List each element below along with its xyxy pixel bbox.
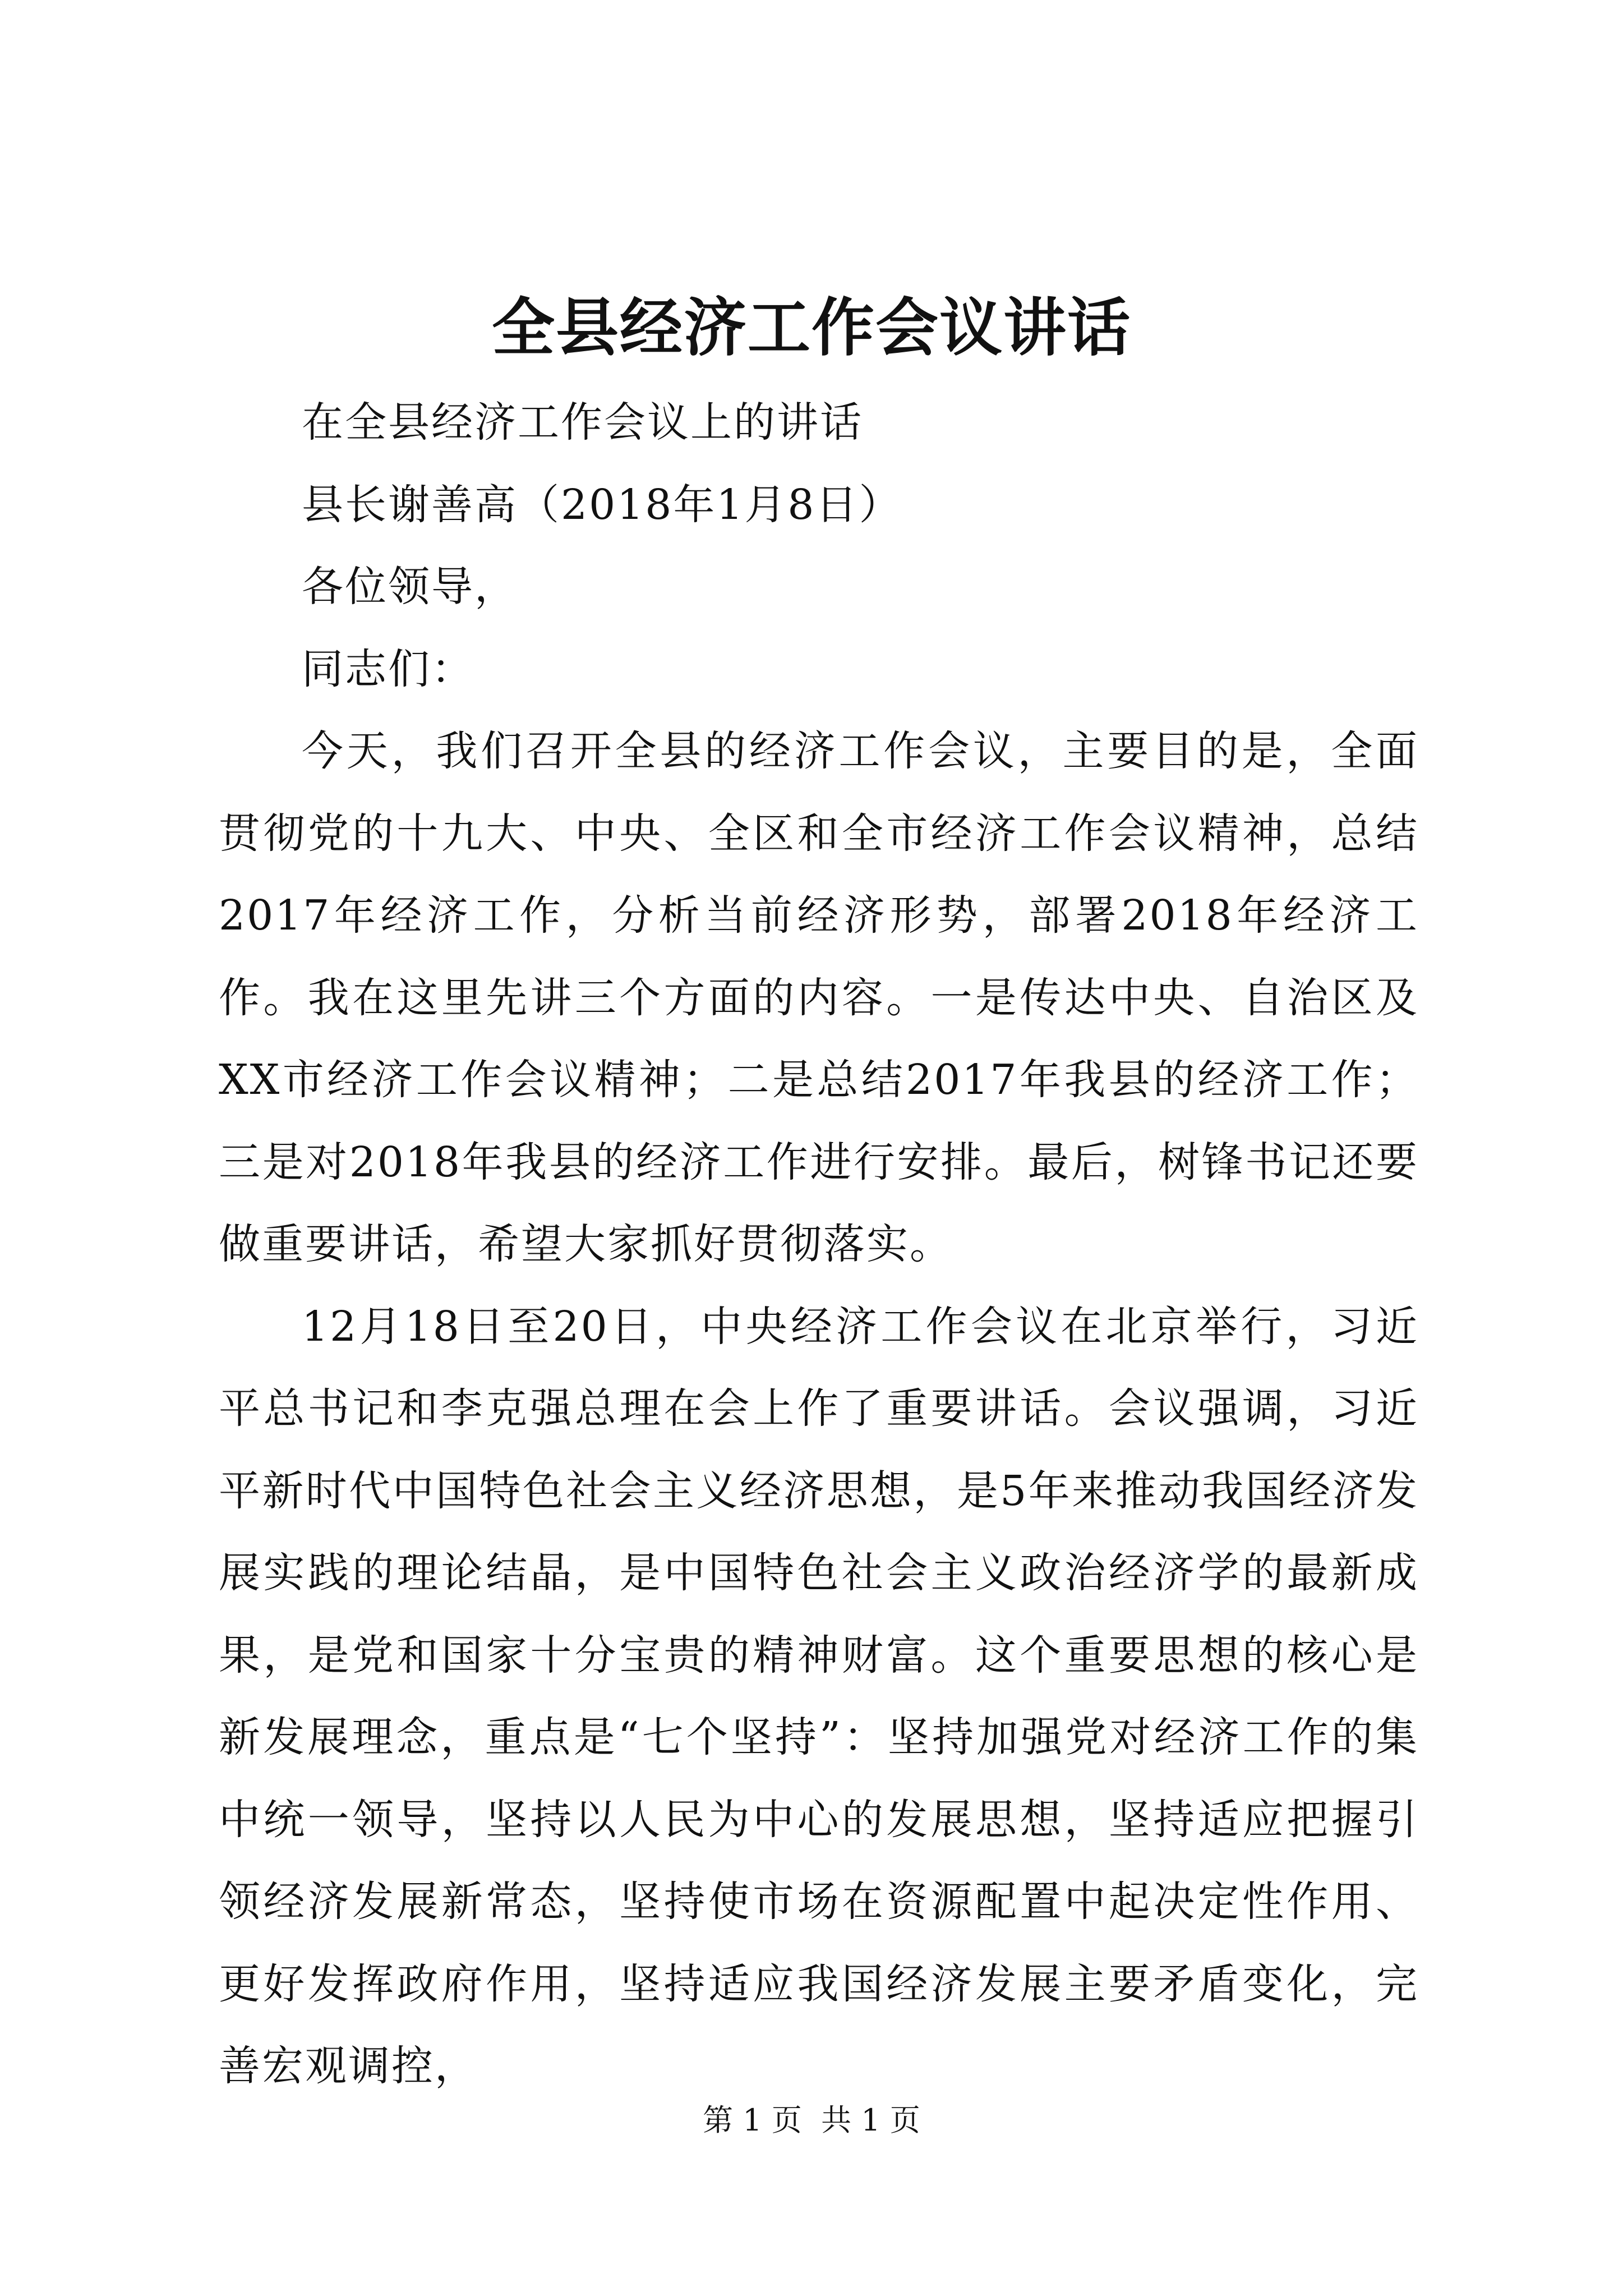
salutation-paragraph: 各位领导， <box>302 563 518 611</box>
salutation-paragraph: 同志们： <box>302 645 474 693</box>
speaker-paragraph: 县长谢善高（2018年1月8日） <box>302 480 902 529</box>
document-title: 全县经济工作会议讲话 <box>492 291 1131 365</box>
page-footer: 第 1 页 共 1 页 <box>703 2102 920 2138</box>
body-paragraph: 今天，我们召开全县的经济工作会议，主要目的是，全面贯彻党的十九大、中央、全区和全市经济工作会议精神，总结2017年经济工作，分析当前经济形势，部署2018年经济工作。我在这里先讲三个方面的内容。一是传达中央、自治区及XX市经济工作会议精神；二是总结2017年我县的经济工作；三是对2018年我县的经济工作进行安排。最后，树锋书记还要做重要讲话，希望大家抓好贯彻落实。 <box>219 727 1419 1268</box>
subtitle-paragraph: 在全县经济工作会议上的讲话 <box>302 398 863 447</box>
document-body <box>219 381 1419 2108</box>
body-paragraph: 12月18日至20日，中央经济工作会议在北京举行，习近平总书记和李克强总理在会上作了重要讲话。会议强调，习近平新时代中国特色社会主义经济思想，是5年来推动我国经济发展实践的理论结晶，是中国特色社会主义政治经济学的最新成果，是党和国家十分宝贵的精神财富。这个重要思想的核心是新发展理念，重点是“七个坚持”：坚持加强党对经济工作的集中统一领导，坚持以人民为中心的发展思想，坚持适应把握引领经济发展新常态，坚持使市场在资源配置中起决定性作用、更好发挥政府作用，坚持适应我国经济发展主要矛盾变化，完善宏观调控， <box>219 1302 1419 2090</box>
